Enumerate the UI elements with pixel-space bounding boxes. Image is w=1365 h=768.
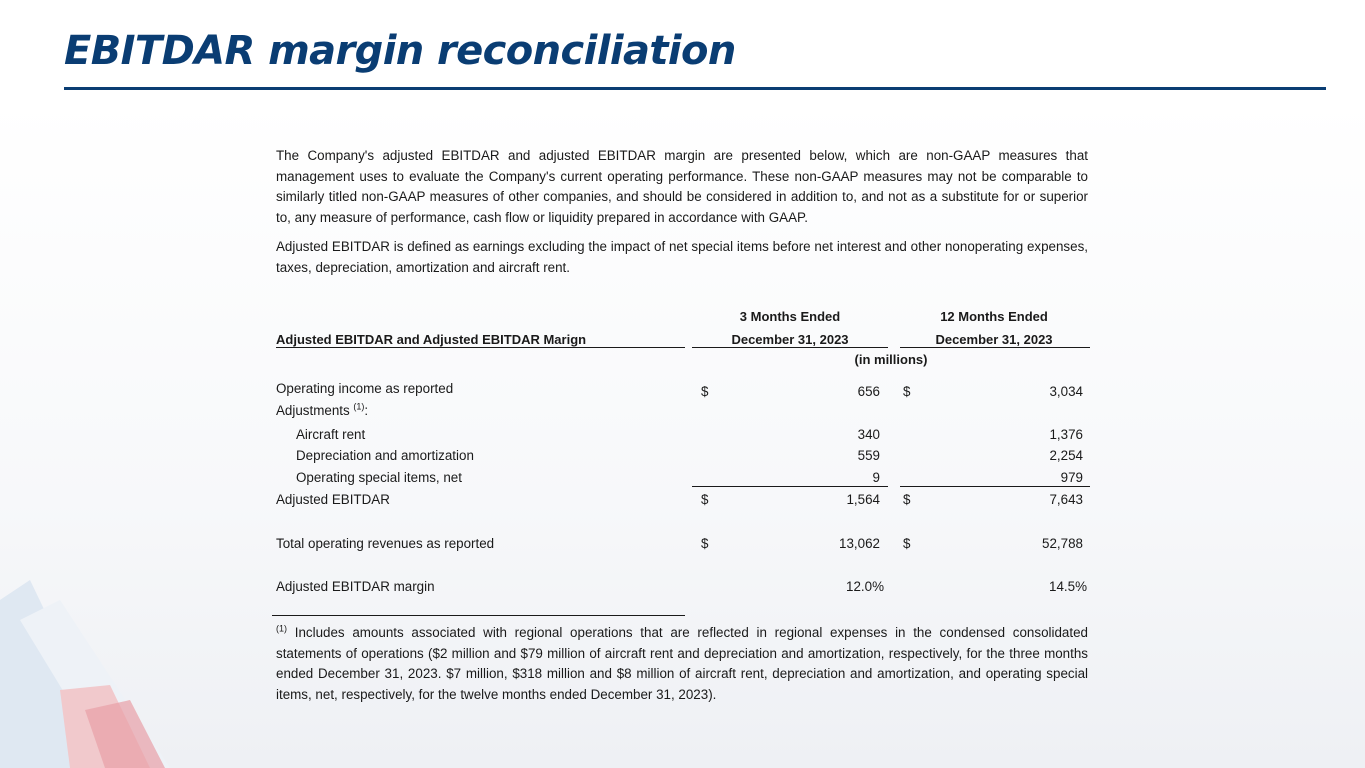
footnote-separator bbox=[272, 615, 685, 616]
adjusted-ebitdar-12m: 7,643 bbox=[1049, 492, 1083, 507]
col1-header-line2: December 31, 2023 bbox=[731, 332, 849, 347]
header-rule-col2 bbox=[900, 347, 1090, 348]
intro-paragraph-2: Adjusted EBITDAR is defined as earnings excluding the impact of net special items before net interest and other nonoperating expenses, taxes, depreciation, amortization and aircraft rent. bbox=[276, 239, 1088, 275]
row-label-ebitdar-margin: Adjusted EBITDAR margin bbox=[276, 579, 435, 594]
row-label-total-revenues: Total operating revenues as reported bbox=[276, 536, 495, 551]
depreciation-3m: 559 bbox=[857, 448, 880, 463]
row-label-special-items: Operating special items, net bbox=[296, 470, 462, 485]
special-items-12m: 979 bbox=[1060, 470, 1083, 485]
aircraft-rent-3m: 340 bbox=[857, 427, 880, 442]
page-title: EBITDAR margin reconciliation bbox=[64, 28, 736, 74]
table-row-header: Adjusted EBITDAR and Adjusted EBITDAR Marign bbox=[276, 332, 587, 347]
operating-income-3m: 656 bbox=[857, 384, 880, 399]
col2-header-line1: 12 Months Ended bbox=[940, 309, 1048, 324]
aircraft-rent-12m: 1,376 bbox=[1049, 427, 1083, 442]
currency-sign: $ bbox=[903, 384, 911, 399]
ebitdar-margin-3m: 12.0% bbox=[846, 579, 884, 594]
currency-sign: $ bbox=[903, 492, 911, 507]
footnote-marker: (1) bbox=[276, 623, 287, 634]
currency-sign: $ bbox=[701, 384, 709, 399]
special-items-3m: 9 bbox=[872, 470, 880, 485]
operating-income-12m: 3,034 bbox=[1049, 384, 1083, 399]
depreciation-12m: 2,254 bbox=[1049, 448, 1083, 463]
col1-header-line1: 3 Months Ended bbox=[739, 309, 841, 324]
intro-paragraph-1: The Company's adjusted EBITDAR and adjusted EBITDAR margin are presented below, which are non-GAAP measures that management uses to evaluate the Company's current operating performance. These non-GAAP measures may not be comparable to similarly titled non-GAAP measures of other companies, and should be considered in addition to, and not as a substitute for or superior to, any measure of performance, cash flow or liquidity prepared in accordance with GAAP. bbox=[276, 148, 1088, 225]
total-revenues-12m: 52,788 bbox=[1042, 536, 1083, 551]
title-divider bbox=[64, 87, 1326, 90]
footnote-ref: (1) bbox=[353, 401, 365, 412]
row-label-depreciation: Depreciation and amortization bbox=[296, 448, 474, 463]
col2-header-line2: December 31, 2023 bbox=[935, 332, 1053, 347]
header-rule-col1 bbox=[692, 347, 888, 348]
subtotal-rule-col2 bbox=[900, 486, 1090, 487]
currency-sign: $ bbox=[903, 536, 911, 551]
row-label-aircraft-rent: Aircraft rent bbox=[296, 427, 366, 442]
ebitdar-margin-12m: 14.5% bbox=[1049, 579, 1087, 594]
currency-sign: $ bbox=[701, 536, 709, 551]
subtotal-rule-col1 bbox=[692, 486, 888, 487]
header-rule-label bbox=[276, 347, 685, 348]
adjusted-ebitdar-3m: 1,564 bbox=[846, 492, 880, 507]
brand-flight-symbol-decoration bbox=[0, 560, 260, 768]
footnote-text: Includes amounts associated with regional operations that are reflected in regional expenses in the condensed consolidated statements of operations ($2 million and $79 million of aircraft rent and depreciation and amortization, respectively, for the three months ended December 31, 2023. $7 million, $318 million and $8 million of aircraft rent, depreciation and amortization, and operating special items, net, respectively, for the twelve months ended December 31, 2023). bbox=[276, 625, 1088, 702]
footnote bbox=[276, 623, 1088, 705]
row-label-operating-income: Operating income as reported bbox=[276, 381, 454, 396]
total-revenues-3m: 13,062 bbox=[839, 536, 880, 551]
units-label: (in millions) bbox=[854, 352, 928, 367]
row-label-adjustments: Adjustments $^{(1)}$: bbox=[276, 401, 369, 418]
row-label-adjusted-ebitdar: Adjusted EBITDAR bbox=[276, 492, 390, 507]
currency-sign: $ bbox=[701, 492, 709, 507]
